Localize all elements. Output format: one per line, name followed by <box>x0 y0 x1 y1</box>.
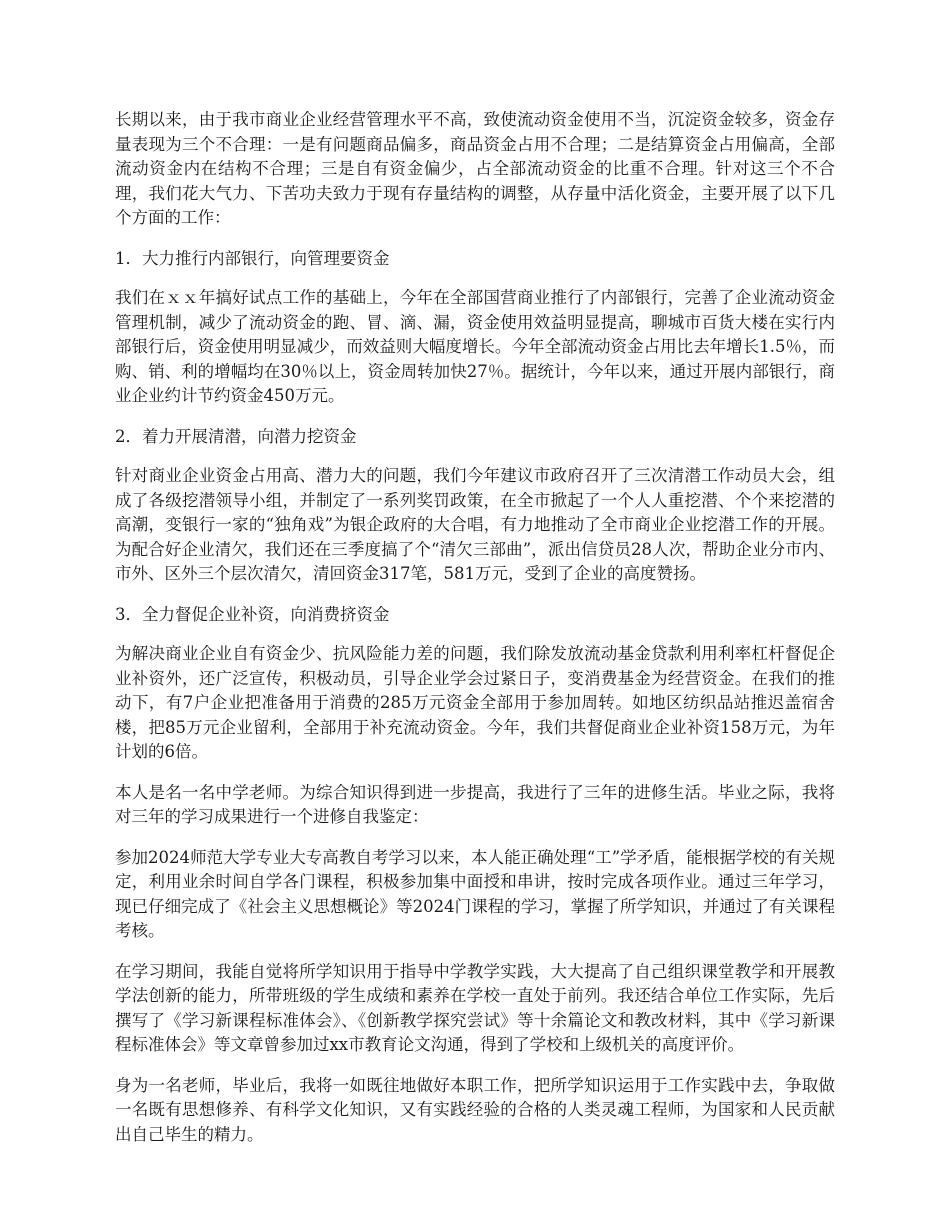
closing-paragraph: 身为一名老师，毕业后，我将一如既往地做好本职工作，把所学知识运用于工作实践中去，争取做一名既有思想修养、有科学文化知识，又有实践经验的合格的人类灵魂工程师，为国家和人民贡献出自己毕生的精力。 <box>115 1075 835 1144</box>
section-heading-2: 2．着力开展清潜，向潜力挖资金 <box>115 426 357 446</box>
intro-paragraph: 长期以来，由于我市商业企业经营管理水平不高，致使流动资金使用不当，沉淀资金较多，资金存量表现为三个不合理：一是有问题商品偏多，商品资金占用不合理；二是结算资金占用偏高，全部流动资金内在结构不合理；三是自有资金偏少，占全部流动资金的比重不合理。针对这三个不合理，我们花大气力、下苦功夫致力于现有存量结构的调整，从存量中活化资金，主要开展了以下几个方面的工作： <box>115 110 835 227</box>
self-assessment-intro-paragraph: 本人是名一名中学老师。为综合知识得到进一步提高，我进行了三年的进修生活。毕业之际，我将对三年的学习成果进行一个进修自我鉴定： <box>115 782 835 826</box>
document-body <box>115 108 835 1163</box>
section-paragraph-2: 针对商业企业资金占用高、潜力大的问题，我们今年建议市政府召开了三次清潜工作动员大会，组成了各级挖潜领导小组，并制定了一系列奖罚政策，在全市掀起了一个人人重挖潜、个个来挖潜的高潮，变银行一家的“独角戏”为银企政府的大合唱，有力地推动了全市商业企业挖潜工作的开展。为配合好企业清欠，我们还在三季度搞了个“清欠三部曲”，派出信贷员28人次，帮助企业分市内、市外、区外三个层次清欠，清回资金317笔，581万元，受到了企业的高度赞扬。 <box>115 466 835 583</box>
section-paragraph-3: 为解决商业企业自有资金少、抗风险能力差的问题，我们除发放流动基金贷款利用利率杠杆督促企业补资外，还广泛宣传，积极动员，引导企业学会过紧日子，变消费基金为经营资金。在我们的推动下，有7户企业把准备用于消费的285万元资金全部用于参加周转。如地区纺织品站推迟盖宿舍楼，把85万元企业留利，全部用于补充流动资金。今年，我们共督促商业企业补资158万元，为年计划的6倍。 <box>115 644 835 761</box>
section-heading-3: 3．全力督促企业补资，向消费挤资金 <box>115 604 390 624</box>
teaching-practice-paragraph: 在学习期间，我能自觉将所学知识用于指导中学教学实践，大大提高了自己组织课堂教学和开展教学法创新的能力，所带班级的学生成绩和素养在学校一直处于前列。我还结合单位工作实际，先后撰写了《学习新课程标准体会》、《创新教学探究尝试》等十余篇论文和教改材料，其中《学习新课程标准体会》等文章曾参加过xx市教育论文沟通，得到了学校和上级机关的高度评价。 <box>115 961 835 1054</box>
section-paragraph-1: 我们在ｘｘ年搞好试点工作的基础上，今年在全部国营商业推行了内部银行，完善了企业流动资金管理机制，减少了流动资金的跑、冒、滴、漏，资金使用效益明显提高，聊城市百货大楼在实行内部银行后，资金使用明显减少，而效益则大幅度增长。今年全部流动资金占用比去年增长1.5％，而购、销、利的增幅均在30％以上，资金周转加快27％。据统计，今年以来，通过开展内部银行，商业企业约计节约资金450万元。 <box>115 288 835 405</box>
study-summary-paragraph: 参加2024师范大学专业大专高教自考学习以来，本人能正确处理“工”学矛盾，能根据学校的有关规定，利用业余时间自学各门课程，积极参加集中面授和串讲，按时完成各项作业。通过三年学习，现已仔细完成了《社会主义思想概论》等2024门课程的学习，掌握了所学知识，并通过了有关课程考核。 <box>115 847 835 940</box>
section-heading-1: 1．大力推行内部银行，向管理要资金 <box>115 248 390 268</box>
